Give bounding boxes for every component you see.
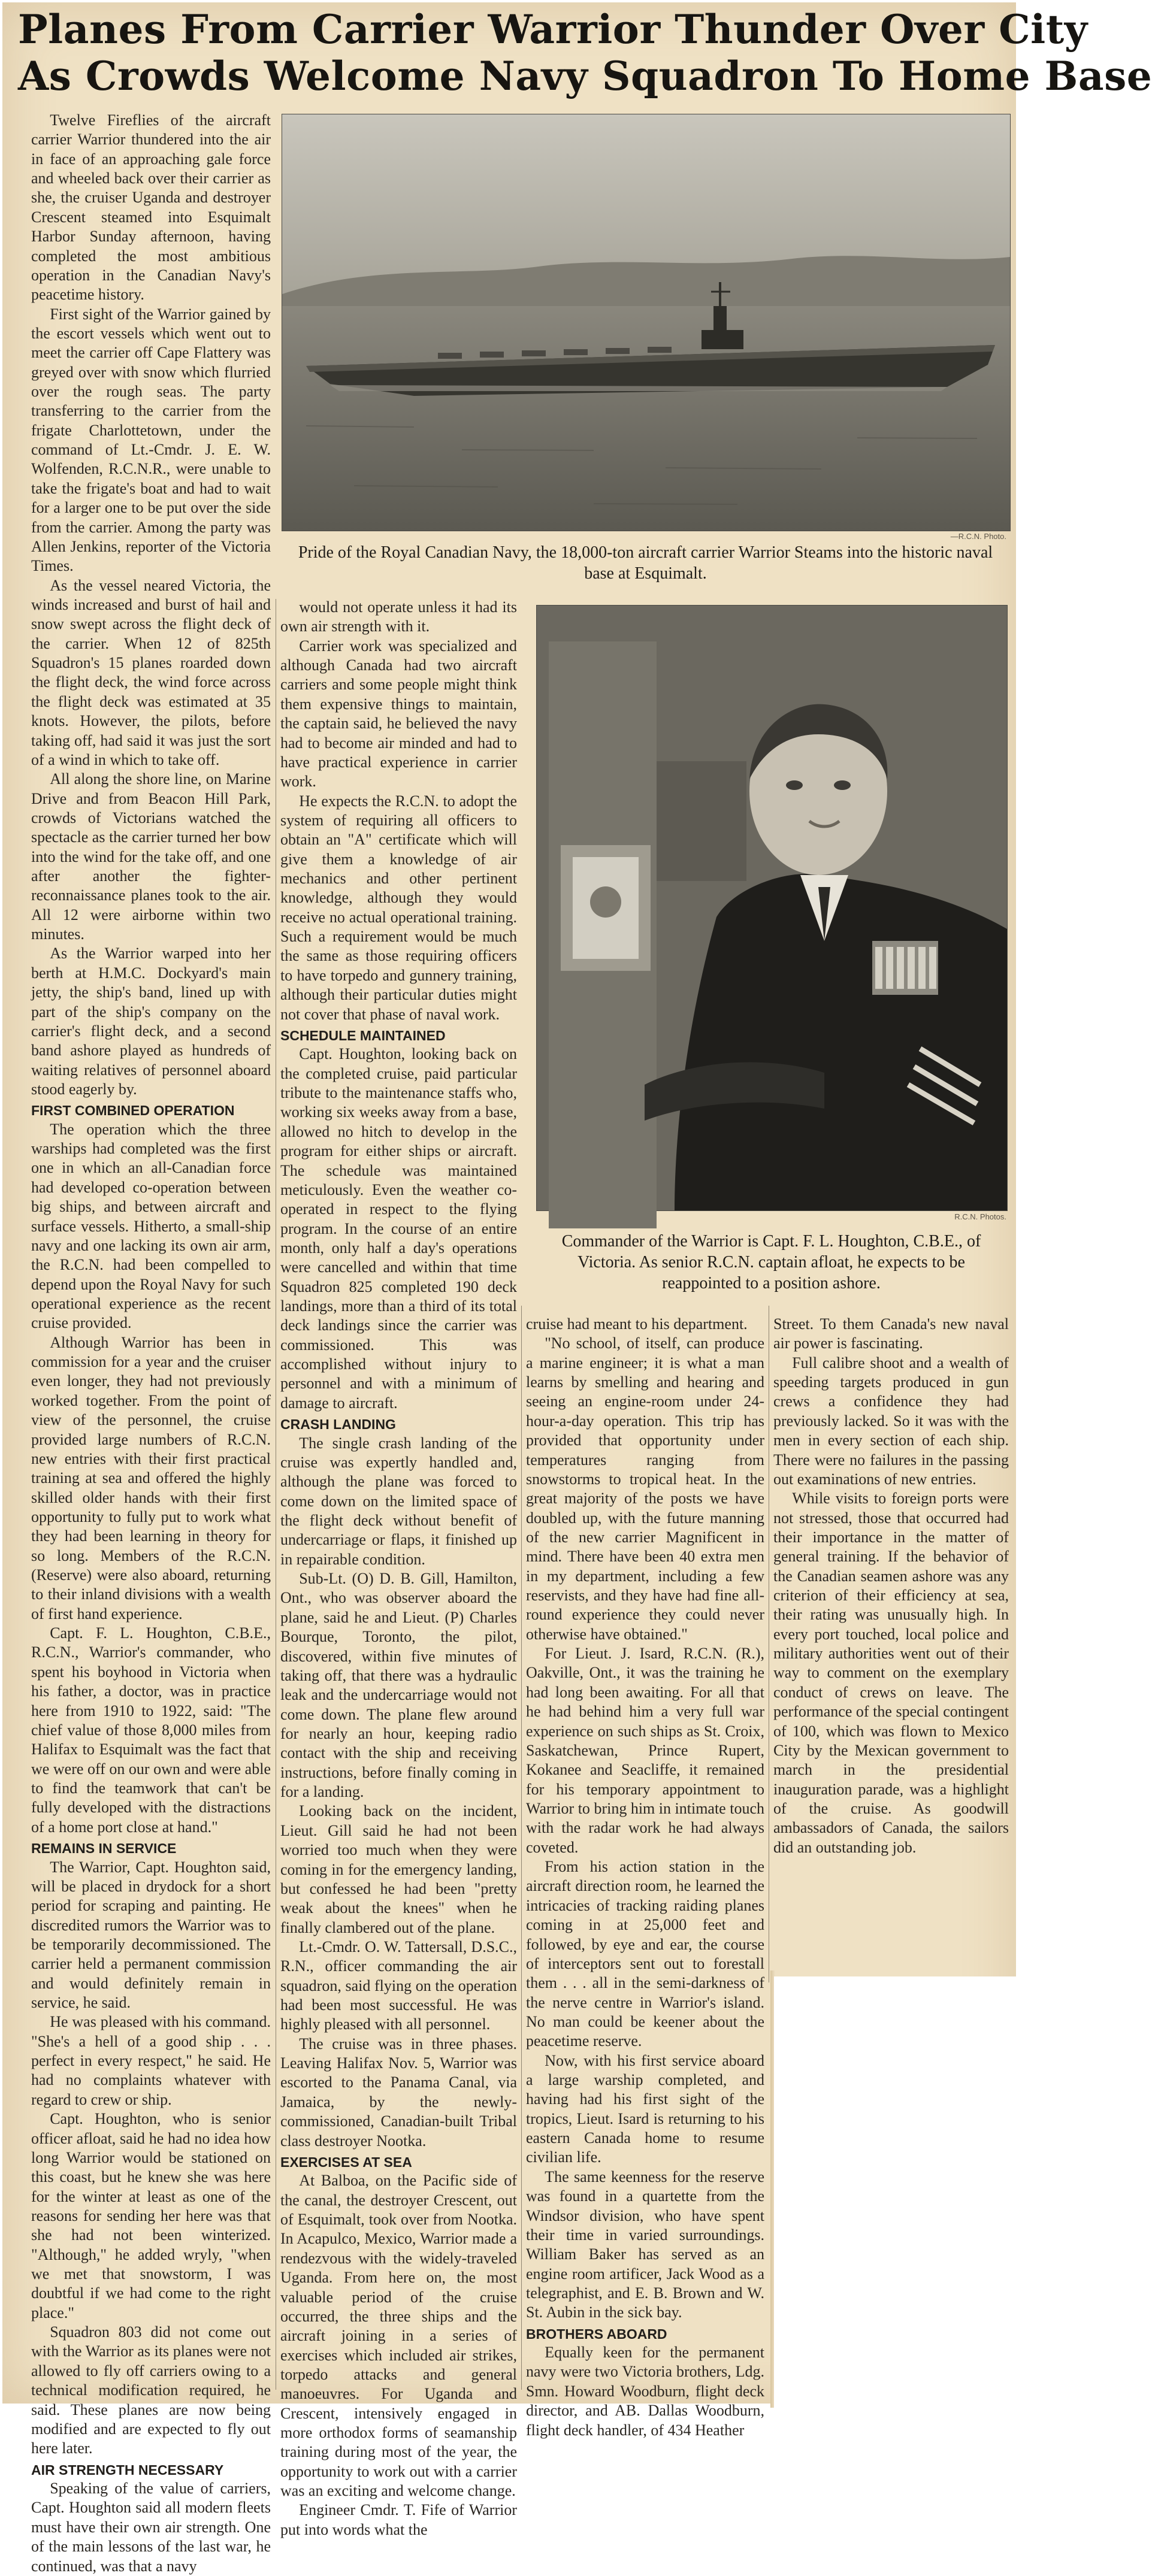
paragraph: Capt. F. L. Houghton, C.B.E., R.C.N., Warrior's commander, who spent his boyhood in Victoria when his father, a doctor, was in practice here from 1910 to 1922, said: "The chief value of those 8,000 miles from Halifax to Esquimalt was the fact that we were off on our own and were able to find the teamwork that can't be fully developed with the distractions of a home port close at hand." (31, 1624, 271, 1836)
paragraph: As the vessel neared Victoria, the winds increased and burst of hail and snow swept across the flight deck of the carrier. When 12 of 825th Squadron's 15 planes roarded down the flight deck, the wind force across the flight deck was estimated at 35 knots. However, the pilots, before taking off, had said it was just the sort of a wind in which to take off. (31, 576, 271, 768)
paragraph: Although Warrior has been in commission for a year and the cruiser even longer, they had not previously worked together. From the point of view of the personnel, the cruise provided large numbers of R.C.N. new entries with their first practical training at sea and offered the highly skilled older hands with their first opportunity to fully put to work what they had been learning in theory for so long. Members of the R.C.N. (Reserve) were also aboard, returning to their inland divisions with a wealth of first hand experience. (31, 1333, 271, 1623)
subheading: EXERCISES AT SEA (280, 2154, 412, 2170)
paragraph: The single crash landing of the cruise was expertly handled and, although the plane was forced to come down on the limited space of the flight deck without benefit of undercarriage or flaps, it finished up in repairable condition. (280, 1434, 517, 1568)
headline-line-2: As Crowds Welcome Navy Squadron To Home Base (18, 53, 1152, 99)
paragraph: cruise had meant to his department. (526, 1315, 748, 1333)
paragraph: He expects the R.C.N. to adopt the system of requiring all officers to obtain an "A" certificate which will give them a knowledge of air mechanics and other pertinent knowledge, although they would receive no actual operational training. Such a requirement would be much the same as those requiring officers to have torpedo and gunnery training, although their particular duties might not cover that phase of naval work. (280, 792, 517, 1023)
paragraph: Capt. Houghton, looking back on the completed cruise, paid particular tribute to the maintenance staffs who, working six weeks away from a base, allowed no hitch to develop in the program for either ships or aircraft. The schedule was maintained meticulously. Even the weather co-operated in respect to the flying program. In the course of an entire month, only half a day's operations were cancelled and within that time Squadron 825 completed 190 deck landings, more than a third of its total deck landings since the carrier was commissioned. This was accomplished without injury to personnel and with a minimum of damage to aircraft. (280, 1045, 517, 1412)
torn-corner (774, 1976, 1026, 2414)
article-column-1 (31, 111, 271, 2575)
article-column-2 (280, 598, 517, 2538)
captain-photo (536, 605, 1008, 1211)
subheading: SCHEDULE MAINTAINED (280, 1027, 446, 1043)
captain-photo-credit: R.C.N. Photos. (954, 1212, 1006, 1221)
paragraph: Carrier work was specialized and although Canada had two aircraft carriers and some people might think them expensive things to maintain, the captain said, he believed the navy had to become air minded and had to have practical experience in carrier work. (280, 637, 517, 791)
paragraph: "No school, of itself, can produce a marine engineer; it is what a man learns by smelling and hearing and seeing an engine-room under 24-hour-a-day operation. This trip has provided that opportunity under temperatures ranging from snowstorms to tropical heat. In the great majority of the posts we have doubled up, with the future manning of the new carrier Magnificent in mind. There have been 40 extra men in my department, including a few reservists, and they have had fine all-round experience they could never otherwise have obtained." (526, 1334, 764, 1643)
paragraph: Now, with his first service aboard a large warship completed, and having had his first sight of the tropics, Lieut. Isard is returning to his eastern Canada home to resume civilian life. (526, 2051, 764, 2166)
paragraph: As the Warrior warped into her berth at H.M.C. Dockyard's main jetty, the ship's band, lined up with part of the ship's company on the carrier's flight deck, and a second band ashore played as hundreds of waiting relatives of personnel aboard stood eagerly by. (31, 945, 271, 1098)
paragraph: Lt.-Cmdr. O. W. Tattersall, D.S.C., R.N., officer commanding the air squadron, said flying on the operation had been most successful. He was highly pleased with all personnel. (280, 1938, 517, 2033)
paragraph: He was pleased with his command. "She's a hell of a good ship . . . perfect in every respect," he said. He had no complaints whatever with regard to crew or ship. (31, 2013, 271, 2108)
subheading: REMAINS IN SERVICE (31, 1841, 177, 1857)
paragraph: Squadron 803 did not come out with the Warrior as its planes were not allowed to fly off carriers owing to a technical modification required, he said. These planes are now being modified and are expected to fly out here later. (31, 2323, 271, 2457)
subheading: FIRST COMBINED OPERATION (31, 1103, 235, 1119)
carrier-photo (282, 114, 1011, 531)
paragraph: Looking back on the incident, Lieut. Gill said he had not been worried too much when they were coming in for the emergency landing, but confessed he had been "pretty weak about the knees" when he finally clambered out of the plane. (280, 1802, 517, 1936)
paragraph: At Balboa, on the Pacific side of the canal, the destroyer Crescent, out of Esquimalt, took over from Nootka. In Acapulco, Mexico, Warrior made a rendezvous with the widely-traveled Uganda. From here on, the most valuable period of the cruise occurred, the three ships and the aircraft joining in a series of exercises which included air strikes, torpedo attacks and general manoeuvres. For Uganda and Crescent, intensively engaged in more orthodox forms of seamanship training during most of the year, the opportunity to work out with a carrier was an exciting and welcome change. (280, 2172, 517, 2500)
paragraph: Capt. Houghton, who is senior officer afloat, said he had no idea how long Warrior would be stationed on this coast, but he knew she was here for the winter at least as one of the reasons for sending her here was that she had not been winterized. "Although," he added wryly, "when we met that snowstorm, I was doubtful if we had come to the right place." (31, 2110, 271, 2321)
paragraph: The cruise was in three phases. Leaving Halifax Nov. 5, Warrior was escorted to the Panama Canal, via Jamaica, by the newly-commissioned, Canadian-built Tribal class destroyer Nootka. (280, 2035, 517, 2150)
column-rule (521, 1306, 522, 2390)
paragraph: Engineer Cmdr. T. Fife of Warrior put into words what the (280, 2501, 517, 2538)
paragraph: Speaking of the value of carriers, Capt. Houghton said all modern fleets must have their own air strength. One of the main lessons of the last war, he continued, was that a navy (31, 2480, 271, 2575)
paragraph: Street. To them Canada's new naval air power is fascinating. (773, 1315, 1009, 1352)
carrier-photo-credit: —R.C.N. Photo. (950, 532, 1006, 541)
article-column-4 (773, 1315, 1009, 1970)
paragraph: would not operate unless it had its own air strength with it. (280, 598, 517, 635)
captain-photo-caption: Commander of the Warrior is Capt. F. L. Houghton, C.B.E., of Victoria. As senior R.C.N. captain afloat, he expects to be reappointed to a position ashore. (561, 1232, 981, 1292)
aircraft-carrier-image (282, 114, 1010, 531)
subheading: CRASH LANDING (280, 1416, 396, 1433)
subheading: AIR STRENGTH NECESSARY (31, 2462, 224, 2478)
paragraph: The same keenness for the reserve was found in a quartette from the Windsor division, who have spent their time in varied surroundings. William Baker has served as an engine room artificer, Jack Wood as a telegraphist, and E. B. Brown and W. St. Aubin in the sick bay. (526, 2168, 764, 2321)
paragraph: The Warrior, Capt. Houghton said, will be placed in drydock for a short period for scraping and painting. He discredited rumors the Warrior was to be temporarily decommissioned. The carrier held a permanent commission and would definitely remain in service, he said. (31, 1858, 271, 2012)
headline-line-1: Planes From Carrier Warrior Thunder Over City (18, 6, 1088, 53)
article-column-3 (526, 1315, 764, 2439)
captain-portrait-image (537, 606, 1007, 1210)
paragraph: From his action station in the aircraft direction room, he learned the intricacies of tracking raiding planes coming in at 25,000 feet and followed, by eye and ear, the course of interceptors sent out to forestall them . . . all in the semi-darkness of the nerve centre in Warrior's island. No man could be keener about the peacetime reserve. (526, 1858, 764, 2050)
subheading: BROTHERS ABOARD (526, 2326, 667, 2342)
paragraph: Twelve Fireflies of the aircraft carrier Warrior thundered into the air in face of an approaching gale force and wheeled back over their carrier as she, the cruiser Uganda and destroyer Crescent steamed into Esquimalt Harbor Sunday afternoon, having completed the most ambitious operation in the Canadian Navy's peacetime history. (31, 111, 271, 304)
carrier-photo-caption: Pride of the Royal Canadian Navy, the 18,000-ton aircraft carrier Warrior Steams into the historic naval base at Esquimalt. (298, 543, 993, 583)
paragraph: Full calibre shoot and a wealth of speeding targets produced in gun crews a confidence they had previously lacked. So it was with the men in every section of each ship. There were no failures in the passing out examinations of new entries. (773, 1354, 1009, 1488)
paragraph: For Lieut. J. Isard, R.C.N. (R.), Oakville, Ont., it was the training he had long been awaiting. For all that he had behind him a very full war experience on such ships as St. Croix, Saskatchewan, Prince Rupert, Kokanee and Seacliffe, it remained for his temporary appointment to Warrior to bring him in intimate touch with the radar work he had always coveted. (526, 1645, 764, 1856)
paragraph: Equally keen for the permanent navy were two Victoria brothers, Ldg. Smn. Howard Woodburn, flight deck director, and AB. Dallas Woodburn, flight deck handler, of 434 Heather (526, 2344, 764, 2439)
paragraph: All along the shore line, on Marine Drive and from Beacon Hill Park, crowds of Victorians watched the spectacle as the carrier turned her bow into the wind for the take off, and one after another the fighter-reconnaissance planes took to the air. All 12 were airborne within two minutes. (31, 770, 271, 943)
paragraph: While visits to foreign ports were not stressed, those that occurred had their importance in the matter of general training. If the behavior of the Canadian seamen ashore was any criterion of their efficiency at sea, their rating was unusually high. In every port touched, local police and military authorities went out of their way to comment on the exemplary conduct of crews on leave. The performance of the special contingent of 100, which was flown to Mexico City by the Mexican government to march in the presidential inauguration parade, was a highlight of the cruise. As goodwill ambassadors of Canada, the sailors did an outstanding job. (773, 1490, 1009, 1856)
paragraph: Sub-Lt. (O) D. B. Gill, Hamilton, Ont., who was observer aboard the plane, said he and Lieut. (P) Charles Bourque, Toronto, the pilot, discovered, within five minutes of taking off, that there was a hydraulic leak and the undercarriage would not come down. The plane flew around for nearly an hour, keeping radio contact with the ship and receiving instructions, before finally coming in for a landing. (280, 1570, 517, 1801)
paragraph: First sight of the Warrior gained by the escort vessels which went out to meet the carrier off Cape Flattery was greyed over with snow which flurried over the rough seas. The party transferring to the carrier from the frigate Charlottetown, under the command of Lt.-Cmdr. J. E. W. Wolfenden, R.C.N.R., were unable to take the frigate's boat and had to wait for a larger one to be put over the side from the carrier. Among the party was Allen Jenkins, reporter of the Victoria Times. (31, 305, 271, 575)
paragraph: The operation which the three warships had completed was the first one in which an all-Canadian force had developed co-operation between big ships, and between aircraft and surface vessels. Hitherto, a small-ship navy and one lacking its own air arm, the R.C.N. had been compelled to depend upon the Royal Navy for such operational experience as the recent cruise provided. (31, 1120, 271, 1332)
